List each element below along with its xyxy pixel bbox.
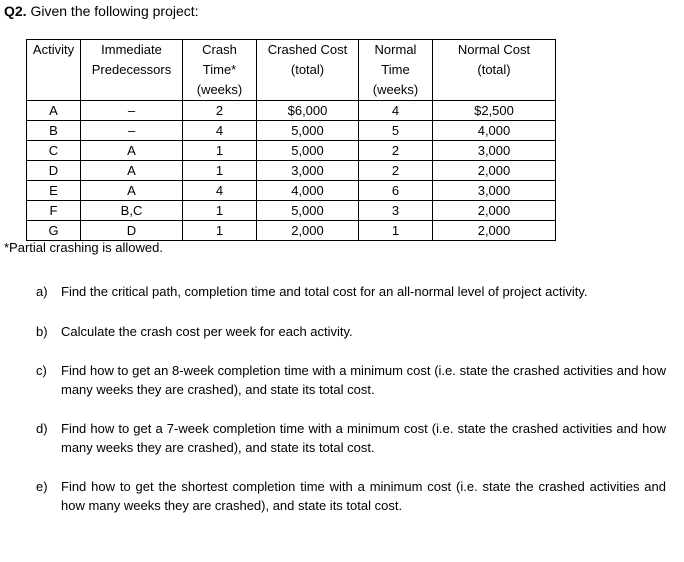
cell-activity: E <box>27 181 81 201</box>
question-part-b <box>36 322 666 341</box>
cell-normal-time: 2 <box>359 141 433 161</box>
cell-normal-cost: 2,000 <box>433 201 556 221</box>
project-table <box>26 39 556 241</box>
cell-activity: D <box>27 161 81 181</box>
cell-crash-time: 4 <box>183 121 257 141</box>
question-part-d <box>36 419 666 457</box>
cell-crashed-cost: 5,000 <box>257 121 359 141</box>
header-normal-time <box>359 40 433 101</box>
cell-normal-cost: 3,000 <box>433 141 556 161</box>
table-row <box>27 181 556 201</box>
header-line: (weeks) <box>196 82 243 97</box>
header-line: Time <box>381 62 410 77</box>
table-row <box>27 141 556 161</box>
part-label: d) <box>36 421 48 436</box>
table-row <box>27 221 556 241</box>
cell-normal-time: 6 <box>359 181 433 201</box>
cell-activity: B <box>27 121 81 141</box>
header-line: (total) <box>290 62 325 77</box>
header-line: Time* <box>202 62 237 77</box>
part-text: Find how to get a 7-week completion time with a minimum cost (i.e. state the crashed activities and how many weeks they are crashed), and state its total cost. <box>61 421 666 455</box>
part-label: a) <box>36 284 48 299</box>
header-normal-cost <box>433 40 556 101</box>
header-crashed-cost <box>257 40 359 101</box>
cell-activity: C <box>27 141 81 161</box>
part-label: b) <box>36 324 48 339</box>
header-line: Activity <box>32 42 75 57</box>
part-label: e) <box>36 479 48 494</box>
table-header-row <box>27 40 556 101</box>
part-text: Calculate the crash cost per week for each activity. <box>61 324 353 339</box>
cell-crash-time: 1 <box>183 161 257 181</box>
question-intro: Given the following project: <box>30 3 199 19</box>
cell-crashed-cost: $6,000 <box>257 101 359 121</box>
header-line: (total) <box>477 62 511 77</box>
cell-normal-time: 2 <box>359 161 433 181</box>
part-text: Find how to get the shortest completion time with a minimum cost (i.e. state the crashed activities and how many weeks they are crashed), and state its total cost. <box>61 479 666 513</box>
cell-normal-cost: 3,000 <box>433 181 556 201</box>
header-line: Normal Cost <box>457 42 531 57</box>
cell-normal-cost: 2,000 <box>433 221 556 241</box>
cell-crash-time: 1 <box>183 201 257 221</box>
cell-normal-cost: $2,500 <box>433 101 556 121</box>
header-line: Crashed Cost <box>267 42 348 57</box>
cell-crashed-cost: 2,000 <box>257 221 359 241</box>
cell-normal-cost: 2,000 <box>433 161 556 181</box>
cell-predecessors: A <box>81 141 183 161</box>
cell-normal-time: 4 <box>359 101 433 121</box>
cell-activity: G <box>27 221 81 241</box>
question-parts <box>36 282 666 515</box>
table-row <box>27 121 556 141</box>
header-line: (weeks) <box>372 82 419 97</box>
cell-crashed-cost: 4,000 <box>257 181 359 201</box>
part-text: Find how to get an 8-week completion time with a minimum cost (i.e. state the crashed activities and how many weeks they are crashed), and state its total cost. <box>61 363 666 397</box>
cell-predecessors: A <box>81 181 183 201</box>
table-row <box>27 201 556 221</box>
cell-normal-time: 5 <box>359 121 433 141</box>
cell-crashed-cost: 5,000 <box>257 141 359 161</box>
question-number: Q2. <box>4 3 27 19</box>
cell-predecessors: – <box>81 121 183 141</box>
footnote: *Partial crashing is allowed. <box>4 240 163 255</box>
table-row <box>27 161 556 181</box>
question-part-c <box>36 361 666 399</box>
table-row <box>27 101 556 121</box>
cell-crash-time: 4 <box>183 181 257 201</box>
cell-predecessors: B,C <box>81 201 183 221</box>
cell-normal-time: 3 <box>359 201 433 221</box>
part-label: c) <box>36 363 47 378</box>
header-line: Normal <box>374 42 417 57</box>
part-text: Find the critical path, completion time and total cost for an all-normal level of project activity. <box>61 284 588 299</box>
cell-predecessors: D <box>81 221 183 241</box>
header-line: Immediate <box>101 42 162 57</box>
cell-predecessors: – <box>81 101 183 121</box>
cell-crashed-cost: 3,000 <box>257 161 359 181</box>
cell-crashed-cost: 5,000 <box>257 201 359 221</box>
header-line: Crash <box>202 42 237 57</box>
cell-crash-time: 2 <box>183 101 257 121</box>
cell-normal-cost: 4,000 <box>433 121 556 141</box>
cell-activity: A <box>27 101 81 121</box>
cell-crash-time: 1 <box>183 221 257 241</box>
header-crash-time <box>183 40 257 101</box>
cell-crash-time: 1 <box>183 141 257 161</box>
cell-activity: F <box>27 201 81 221</box>
cell-normal-time: 1 <box>359 221 433 241</box>
header-activity <box>27 40 81 101</box>
question-title <box>4 2 199 20</box>
question-part-a <box>36 282 666 301</box>
header-line: Predecessors <box>91 62 172 77</box>
cell-predecessors: A <box>81 161 183 181</box>
header-immediate-predecessors <box>81 40 183 101</box>
question-part-e <box>36 477 666 515</box>
